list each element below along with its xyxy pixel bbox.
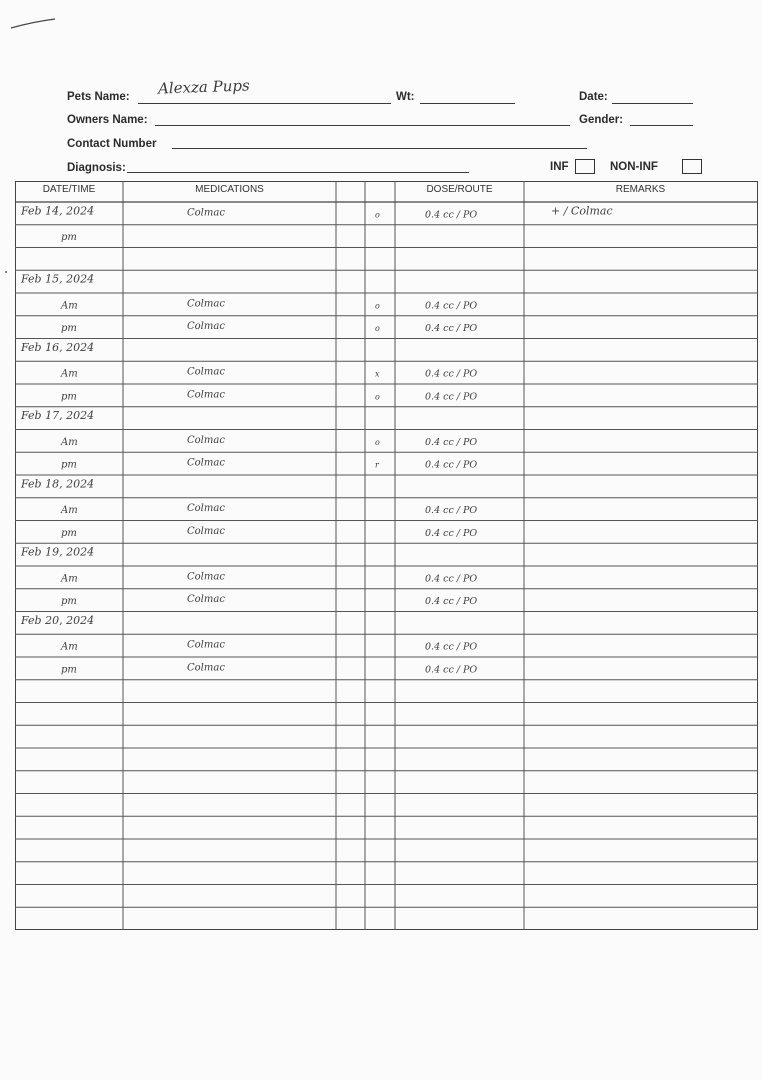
row-medication: Colmac — [187, 207, 225, 219]
row-date: Feb 16, 2024 — [21, 340, 95, 354]
wt-label: Wt: — [396, 91, 415, 103]
pets-name-value: Alexza Pups — [157, 76, 250, 98]
row-dose-route: 0.4 cc / PO — [425, 209, 478, 221]
inf-label: INF — [550, 161, 569, 173]
row-date: Feb 14, 2024 — [21, 204, 95, 218]
row-medication: Colmac — [187, 525, 225, 537]
row-time: pm — [61, 391, 77, 403]
pets-name-label: Pets Name: — [67, 91, 130, 103]
row-dose-route: 0.4 cc / PO — [425, 573, 478, 585]
row-dose-route: 0.4 cc / PO — [425, 368, 478, 380]
row-date: Feb 17, 2024 — [21, 409, 95, 423]
row-medication: Colmac — [187, 389, 225, 401]
medication-table — [15, 181, 758, 930]
row-date: Feb 20, 2024 — [21, 613, 95, 627]
row-medication: Colmac — [187, 662, 225, 674]
row-medication: Colmac — [187, 571, 225, 583]
gender-field[interactable] — [630, 125, 693, 126]
row-medication: Colmac — [187, 639, 225, 651]
pets-name-field[interactable] — [138, 103, 391, 104]
row-time: pm — [61, 527, 77, 539]
header-dose-route: DOSE/ROUTE — [426, 184, 493, 195]
noninf-label: NON-INF — [610, 161, 658, 173]
row-time: pm — [61, 459, 77, 471]
row-time: pm — [61, 664, 77, 676]
row-dose-route: 0.4 cc / PO — [425, 436, 478, 448]
row-time: Am — [61, 436, 78, 448]
date-field[interactable] — [612, 103, 693, 104]
row-date: Feb 19, 2024 — [21, 545, 95, 559]
row-dose-route: 0.4 cc / PO — [425, 323, 478, 335]
header-remarks: REMARKS — [615, 184, 666, 195]
row-check-mark: o — [375, 437, 380, 447]
row-medication: Colmac — [187, 434, 225, 446]
row-medication: Colmac — [187, 321, 225, 333]
row-dose-route: 0.4 cc / PO — [425, 664, 478, 676]
row-dose-route: 0.4 cc / PO — [425, 505, 478, 517]
ink-speck — [5, 271, 7, 273]
row-date: Feb 15, 2024 — [21, 272, 95, 286]
row-time: Am — [61, 573, 78, 585]
row-medication: Colmac — [187, 298, 225, 310]
diagnosis-field[interactable] — [127, 172, 469, 173]
row-time: Am — [61, 505, 78, 517]
row-time: pm — [61, 596, 77, 608]
noninf-checkbox[interactable] — [682, 159, 702, 174]
diagnosis-label: Diagnosis: — [67, 162, 126, 174]
row-check-mark: o — [375, 210, 380, 220]
row-dose-route: 0.4 cc / PO — [425, 527, 478, 539]
owners-name-label: Owners Name: — [67, 114, 148, 126]
row-time: pm — [61, 232, 77, 244]
row-dose-route: 0.4 cc / PO — [425, 641, 478, 653]
row-medication: Colmac — [187, 366, 225, 378]
gender-label: Gender: — [579, 114, 624, 126]
row-medication: Colmac — [187, 503, 225, 515]
pen-stroke-mark — [10, 18, 56, 30]
row-medication: Colmac — [187, 457, 225, 469]
row-time: pm — [61, 323, 77, 335]
row-time: Am — [61, 641, 78, 653]
row-dose-route: 0.4 cc / PO — [425, 391, 478, 403]
row-dose-route: 0.4 cc / PO — [425, 459, 478, 471]
wt-field[interactable] — [420, 103, 515, 104]
row-check-mark: o — [375, 392, 380, 402]
date-label: Date: — [579, 91, 608, 103]
row-check-mark: o — [375, 324, 380, 334]
contact-number-field[interactable] — [172, 148, 587, 149]
row-date: Feb 18, 2024 — [21, 477, 95, 491]
row-check-mark: o — [375, 301, 380, 311]
inf-checkbox[interactable] — [575, 159, 595, 174]
header-medications: MEDICATIONS — [195, 184, 264, 195]
row-check-mark: x — [375, 369, 380, 379]
row-dose-route: 0.4 cc / PO — [425, 596, 478, 608]
row-medication: Colmac — [187, 594, 225, 606]
row-check-mark: r — [375, 460, 379, 470]
row-time: Am — [61, 368, 78, 380]
table-border — [16, 182, 758, 930]
header-date-time: DATE/TIME — [42, 184, 96, 195]
owners-name-field[interactable] — [155, 125, 570, 126]
row-time: Am — [61, 300, 78, 312]
row-dose-route: 0.4 cc / PO — [425, 300, 478, 312]
row-remark: + / Colmac — [551, 204, 613, 218]
contact-number-label: Contact Number — [67, 138, 157, 150]
